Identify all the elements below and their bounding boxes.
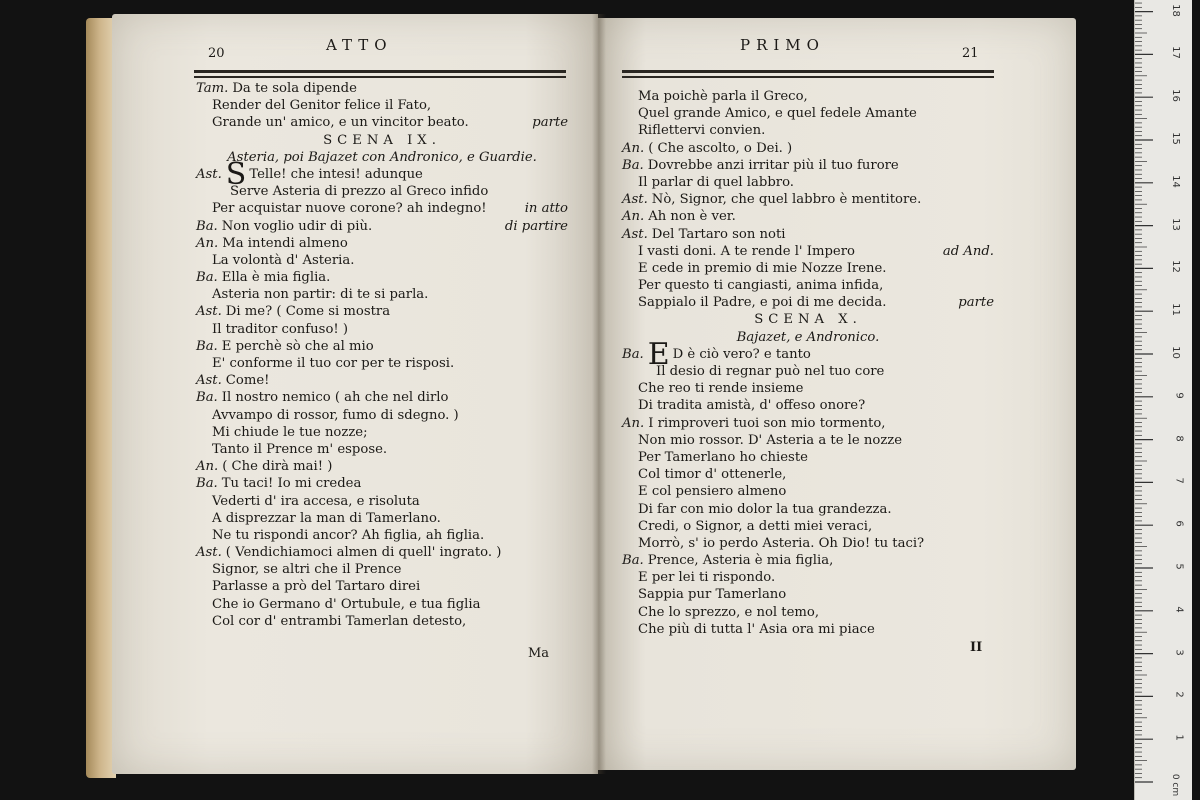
- verse-text: Render del Genitor felice il Fato,: [212, 98, 432, 114]
- text-line: [196, 97, 568, 114]
- right-signature-mark: II: [970, 640, 983, 655]
- ruler-number: 11: [1170, 303, 1182, 317]
- speaker-name: Tam.: [196, 81, 229, 96]
- verse-text: Di far con mio dolor la tua grandezza.: [638, 501, 892, 517]
- ruler-number: 1: [1173, 734, 1185, 741]
- verse-text: Come!: [225, 373, 270, 389]
- text-line: [196, 372, 568, 389]
- stage-direction: ad And.: [942, 243, 994, 259]
- verse-text: Mi chiude le tue nozze;: [212, 424, 368, 440]
- text-line: [196, 544, 568, 561]
- verse-text: E perchè sò che al mio: [221, 338, 374, 354]
- stage-direction: di partire: [504, 218, 568, 234]
- text-line: [622, 294, 994, 311]
- text-line: [622, 415, 994, 432]
- text-line: [196, 269, 568, 286]
- speaker-name: Ast.: [622, 192, 648, 208]
- verse-text: Nò, Signor, che quel labbro è mentitore.: [651, 192, 922, 208]
- verse-text: Col timor d' ottenerle,: [638, 467, 787, 483]
- verse-text: Non mio rossor. D' Asteria a te le nozze: [638, 432, 903, 448]
- text-line: [622, 604, 994, 621]
- verse-text: Di me? ( Come si mostra: [225, 304, 391, 320]
- text-line: [622, 586, 994, 603]
- verse-text: I rimproveri tuoi son mio tormento,: [648, 415, 886, 431]
- verse-text: Per acquistar nuove corone? ah indegno!: [212, 201, 487, 217]
- verse-text: ( Che dirà mai! ): [222, 459, 333, 475]
- drop-cap: E: [647, 336, 670, 372]
- verse-text: Avvampo di rossor, fumo di sdegno. ): [212, 407, 459, 423]
- text-line: [622, 122, 994, 139]
- verse-text: Che più di tutta l' Asia ora mi piace: [638, 621, 875, 637]
- text-line: [196, 200, 568, 217]
- verse-text: Quel grande Amico, e quel fedele Amante: [638, 106, 917, 122]
- verse-text: Sappia pur Tamerlano: [638, 587, 787, 603]
- speaker-name: Ast.: [622, 226, 648, 242]
- text-line: [196, 338, 568, 355]
- text-line: [622, 174, 994, 191]
- ruler-number: 16: [1170, 89, 1182, 103]
- verse-text: Che io Germano d' Ortubule, e tua figlia: [212, 596, 481, 612]
- text-line: [622, 483, 994, 500]
- text-line: [622, 311, 994, 328]
- text-line: [196, 596, 568, 613]
- verse-text: ( Che ascolto, o Dei. ): [648, 140, 793, 156]
- verse-text: Sappialo il Padre, e poi di me decida.: [638, 295, 887, 311]
- verse-text: Che lo sprezzo, e nol temo,: [638, 604, 820, 620]
- stage-direction: parte: [958, 295, 994, 311]
- right-header-rule: [622, 70, 994, 78]
- text-line: [622, 260, 994, 277]
- scene-heading: SCENA X.: [754, 312, 862, 328]
- text-line: [196, 132, 568, 149]
- scene-characters: Asteria, poi Bajazet con Andronico, e Guardie.: [227, 149, 537, 165]
- text-line: [196, 527, 568, 544]
- verse-text: Il desio di regnar può nel tuo core: [656, 364, 885, 379]
- text-line: [196, 475, 568, 492]
- speaker-name: Ast.: [196, 373, 222, 389]
- text-line: [196, 613, 568, 630]
- text-line: [196, 578, 568, 595]
- verse-text: Non voglio udir di più.: [221, 218, 373, 234]
- text-line: [622, 535, 994, 552]
- text-line: [196, 321, 568, 338]
- text-line: [622, 552, 994, 569]
- verse-text: Il traditor confuso! ): [212, 321, 349, 337]
- ruler-unit: 0 cm: [1169, 773, 1180, 797]
- text-line: [196, 389, 568, 406]
- verse-text: Morrò, s' io perdo Asteria. Oh Dio! tu taci?: [638, 535, 925, 551]
- text-line: [622, 466, 994, 483]
- right-page-text: [622, 88, 994, 638]
- verse-text: Ella è mia figlia.: [221, 270, 331, 286]
- verse-text: La volontà d' Asteria.: [212, 252, 355, 268]
- text-line: [196, 441, 568, 458]
- book-gutter: [592, 14, 606, 774]
- text-line: [622, 88, 994, 105]
- ruler-number: 13: [1170, 217, 1182, 231]
- verse-text: Dovrebbe anzi irritar più il tuo furore: [647, 157, 899, 173]
- text-line: [196, 407, 568, 424]
- text-line: [622, 140, 994, 157]
- verse-text: Vederti d' ira accesa, e risoluta: [212, 493, 420, 509]
- text-line: [196, 493, 568, 510]
- verse-text: Parlasse a prò del Tartaro direi: [212, 579, 421, 595]
- text-line: [622, 208, 994, 225]
- verse-text: Credi, o Signor, a detti miei veraci,: [638, 518, 873, 534]
- ruler-number: 2: [1173, 691, 1185, 699]
- verse-text: Serve Asteria di prezzo al Greco infido: [230, 184, 489, 200]
- verse-text: Telle! che intesi! adunque: [249, 166, 423, 182]
- ruler-number: 5: [1173, 563, 1185, 570]
- text-line: [196, 458, 568, 475]
- text-line: [622, 432, 994, 449]
- ruler-number: 8: [1173, 434, 1185, 442]
- right-running-header: PRIMO: [740, 36, 825, 54]
- text-line: [196, 303, 568, 320]
- text-line: [622, 157, 994, 174]
- verse-text: E cede in premio di mie Nozze Irene.: [638, 260, 887, 276]
- text-line: [622, 329, 994, 346]
- verse-text: Per questo ti cangiasti, anima infida,: [638, 278, 884, 294]
- verse-text: Riflettervi convien.: [638, 123, 766, 139]
- verse-text: E col pensiero almeno: [638, 484, 787, 500]
- text-line: [196, 252, 568, 269]
- text-line: [622, 569, 994, 586]
- text-line: [622, 105, 994, 122]
- ruler-number: 10: [1170, 346, 1182, 359]
- measurement-ruler: [1134, 0, 1192, 800]
- ruler-number: 15: [1170, 132, 1182, 145]
- speaker-name: Ba.: [622, 346, 644, 362]
- text-line: [196, 561, 568, 578]
- verse-text: E per lei ti rispondo.: [638, 570, 776, 586]
- verse-text: Ah non è ver.: [648, 209, 736, 225]
- text-line: [622, 191, 994, 208]
- speaker-name: Ba.: [196, 338, 218, 354]
- speaker-name: Ba.: [196, 390, 218, 406]
- right-page-number: 21: [962, 46, 979, 61]
- drop-cap: S: [225, 156, 247, 192]
- speaker-name: Ba.: [196, 218, 218, 234]
- speaker-name: Ast.: [196, 304, 222, 320]
- text-line: [622, 363, 994, 380]
- text-line: [622, 518, 994, 535]
- text-line: [622, 449, 994, 466]
- scene-heading: SCENA IX.: [323, 132, 441, 148]
- text-line: [196, 424, 568, 441]
- text-line: [622, 621, 994, 638]
- stage-direction: in atto: [524, 201, 568, 217]
- text-line: [196, 355, 568, 372]
- ruler-ticks: [1135, 0, 1193, 800]
- stage-direction: parte: [532, 115, 568, 131]
- speaker-name: Ast.: [196, 166, 222, 182]
- speaker-name: Ba.: [622, 553, 644, 569]
- verse-text: Il nostro nemico ( ah che nel dirlo: [221, 390, 449, 406]
- speaker-name: An.: [622, 415, 645, 431]
- verse-text: Ne tu rispondi ancor? Ah figlia, ah figlia.: [212, 527, 485, 543]
- verse-text: ( Vendichiamoci almen di quell' ingrato. ): [225, 545, 502, 561]
- left-page-number: 20: [208, 46, 225, 61]
- speaker-name: Ast.: [196, 545, 222, 561]
- ruler-number: 7: [1173, 477, 1185, 485]
- verse-text: Da te sola dipende: [232, 81, 357, 96]
- text-line: [196, 149, 568, 166]
- ruler-number: 12: [1170, 260, 1182, 274]
- verse-text: Ma poichè parla il Greco,: [638, 89, 808, 104]
- left-catchword: Ma: [528, 646, 550, 661]
- verse-text: Grande un' amico, e un vincitor beato.: [212, 115, 469, 131]
- verse-text: Tu taci! Io mi credea: [221, 476, 362, 492]
- ruler-number: 14: [1170, 174, 1182, 188]
- text-line: [196, 114, 568, 131]
- text-line: [622, 397, 994, 414]
- verse-text: Ma intendi almeno: [222, 235, 348, 251]
- verse-text: Signor, se altri che il Prence: [212, 562, 402, 578]
- ruler-number: 9: [1173, 392, 1185, 399]
- verse-text: A disprezzar la man di Tamerlano.: [212, 510, 441, 526]
- speaker-name: An.: [622, 209, 645, 225]
- verse-text: Di tradita amistà, d' offeso onore?: [638, 398, 866, 414]
- verse-text: Il parlar di quel labbro.: [638, 174, 794, 190]
- verse-text: Che reo ti rende insieme: [638, 381, 804, 397]
- speaker-name: An.: [196, 459, 219, 475]
- text-line: [196, 286, 568, 303]
- text-line: [196, 80, 568, 97]
- verse-text: Asteria non partir: di te si parla.: [212, 287, 429, 303]
- speaker-name: Ba.: [622, 157, 644, 173]
- verse-text: Tanto il Prence m' espose.: [212, 441, 388, 457]
- verse-text: Prence, Asteria è mia figlia,: [647, 553, 834, 569]
- speaker-name: Ba.: [196, 476, 218, 492]
- speaker-name: An.: [196, 235, 219, 251]
- text-line: [196, 235, 568, 252]
- text-line: [622, 380, 994, 397]
- text-line: [196, 218, 568, 235]
- text-line: [622, 501, 994, 518]
- verse-text: I vasti doni. A te rende l' Impero: [638, 243, 855, 259]
- verse-text: Del Tartaro son noti: [651, 226, 786, 242]
- text-line: [196, 183, 568, 200]
- ruler-number: 18: [1170, 3, 1182, 17]
- verse-text: E' conforme il tuo cor per te risposi.: [212, 356, 455, 371]
- left-running-header: ATTO: [326, 36, 393, 54]
- text-line: [196, 510, 568, 527]
- text-line: [622, 226, 994, 243]
- left-page-text: [196, 80, 568, 630]
- ruler-number: 3: [1173, 648, 1185, 656]
- text-line: [622, 243, 994, 260]
- verse-text: Col cor d' entrambi Tamerlan detesto,: [212, 613, 467, 629]
- left-header-rule: [194, 70, 566, 78]
- verse-text: D è ciò vero? e tanto: [672, 346, 811, 362]
- text-line: [622, 277, 994, 294]
- verse-text: Per Tamerlano ho chieste: [638, 449, 808, 465]
- ruler-number: 17: [1170, 46, 1182, 60]
- scene-characters: Bajazet, e Andronico.: [736, 329, 880, 345]
- speaker-name: An.: [622, 140, 645, 156]
- speaker-name: Ba.: [196, 270, 218, 286]
- ruler-number: 4: [1173, 606, 1185, 613]
- ruler-number: 6: [1173, 520, 1185, 527]
